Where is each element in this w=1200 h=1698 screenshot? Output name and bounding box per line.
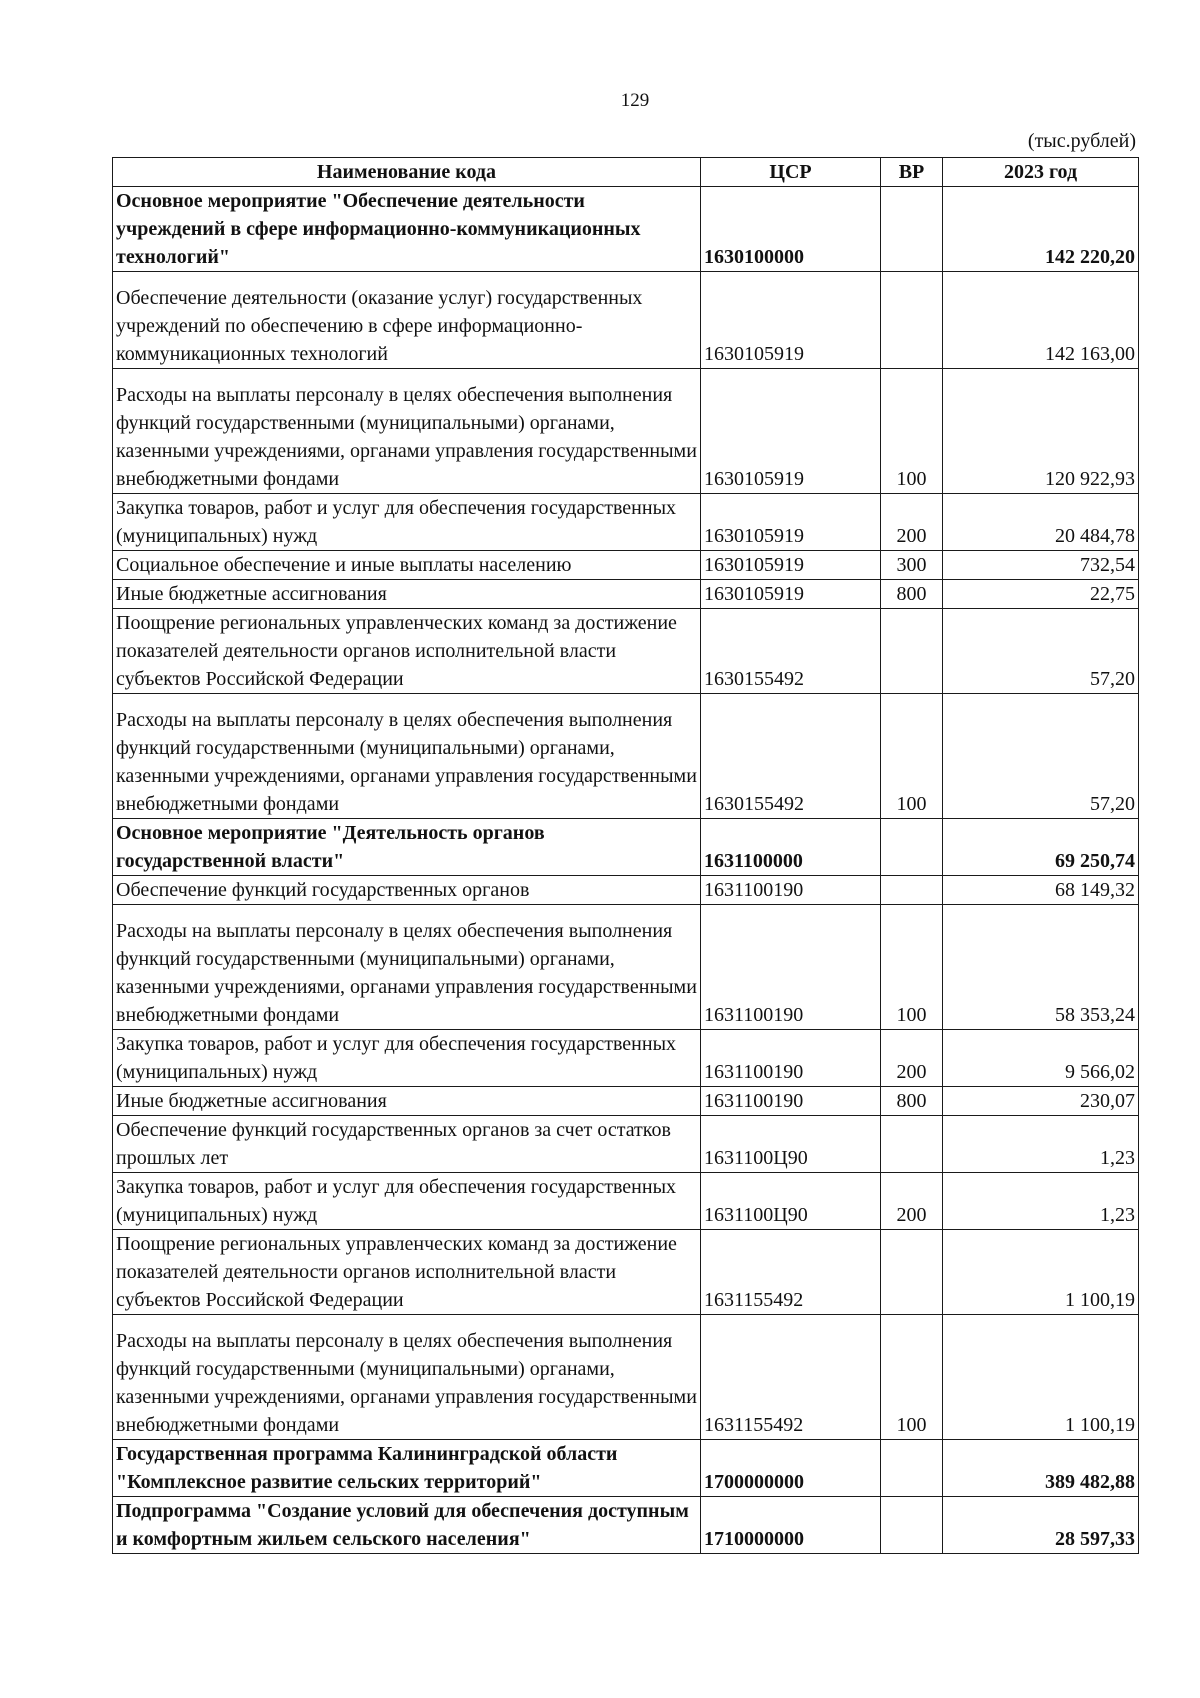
row-csr: 1631100190 xyxy=(701,905,881,1030)
row-name: Основное мероприятие "Деятельность органов государственной власти" xyxy=(113,819,701,876)
table-row xyxy=(113,187,1139,272)
table-row xyxy=(113,272,1139,369)
row-amount: 732,54 xyxy=(943,551,1139,580)
row-name: Расходы на выплаты персоналу в целях обеспечения выполнения функций государственными (муниципальными) органами, казенными учреждениями, органами управления государственными внебюджетными фондами xyxy=(113,369,701,494)
table-row xyxy=(113,905,1139,1030)
row-amount: 120 922,93 xyxy=(943,369,1139,494)
row-csr: 1630100000 xyxy=(701,187,881,272)
row-vr xyxy=(881,187,943,272)
header-year: 2023 год xyxy=(943,158,1139,187)
table-row xyxy=(113,369,1139,494)
row-name: Обеспечение функций государственных органов за счет остатков прошлых лет xyxy=(113,1116,701,1173)
header-csr: ЦСР xyxy=(701,158,881,187)
row-csr: 1710000000 xyxy=(701,1497,881,1554)
table-row xyxy=(113,876,1139,905)
table-row xyxy=(113,1497,1139,1554)
table-row xyxy=(113,1173,1139,1230)
table-row xyxy=(113,1230,1139,1315)
table-row xyxy=(113,551,1139,580)
row-csr: 1631155492 xyxy=(701,1230,881,1315)
row-name: Расходы на выплаты персоналу в целях обеспечения выполнения функций государственными (муниципальными) органами, казенными учреждениями, органами управления государственными внебюджетными фондами xyxy=(113,1315,701,1440)
row-name: Поощрение региональных управленческих команд за достижение показателей деятельности органов исполнительной власти субъектов Российской Федерации xyxy=(113,609,701,694)
row-amount: 1,23 xyxy=(943,1173,1139,1230)
table-row xyxy=(113,1440,1139,1497)
row-amount: 230,07 xyxy=(943,1087,1139,1116)
row-vr xyxy=(881,609,943,694)
table-row xyxy=(113,609,1139,694)
row-csr: 1700000000 xyxy=(701,1440,881,1497)
table-header-row xyxy=(113,158,1139,187)
row-amount: 142 163,00 xyxy=(943,272,1139,369)
row-amount: 58 353,24 xyxy=(943,905,1139,1030)
row-name: Подпрограмма "Создание условий для обеспечения доступным и комфортным жильем сельского населения" xyxy=(113,1497,701,1554)
row-amount: 1,23 xyxy=(943,1116,1139,1173)
row-name: Государственная программа Калининградской области "Комплексное развитие сельских территорий" xyxy=(113,1440,701,1497)
page-number: 129 xyxy=(620,90,650,111)
row-name: Основное мероприятие "Обеспечение деятельности учреждений в сфере информационно-коммуникационных технологий" xyxy=(113,187,701,272)
row-amount: 9 566,02 xyxy=(943,1030,1139,1087)
row-vr xyxy=(881,272,943,369)
row-csr: 1631100Ц90 xyxy=(701,1173,881,1230)
row-csr: 1631100190 xyxy=(701,876,881,905)
row-amount: 389 482,88 xyxy=(943,1440,1139,1497)
row-amount: 57,20 xyxy=(943,609,1139,694)
table-row xyxy=(113,580,1139,609)
row-csr: 1630105919 xyxy=(701,551,881,580)
budget-table xyxy=(112,157,1139,1554)
row-vr xyxy=(881,819,943,876)
row-vr xyxy=(881,1230,943,1315)
table-row xyxy=(113,1315,1139,1440)
units-label: (тыс.рублей) xyxy=(1027,130,1136,152)
table-row xyxy=(113,1030,1139,1087)
row-csr: 1631100190 xyxy=(701,1087,881,1116)
table-row xyxy=(113,694,1139,819)
row-vr xyxy=(881,1497,943,1554)
row-csr: 1630155492 xyxy=(701,609,881,694)
row-vr xyxy=(881,876,943,905)
row-amount: 20 484,78 xyxy=(943,494,1139,551)
row-amount: 57,20 xyxy=(943,694,1139,819)
row-csr: 1630155492 xyxy=(701,694,881,819)
row-name: Расходы на выплаты персоналу в целях обеспечения выполнения функций государственными (муниципальными) органами, казенными учреждениями, органами управления государственными внебюджетными фондами xyxy=(113,694,701,819)
row-name: Иные бюджетные ассигнования xyxy=(113,1087,701,1116)
row-name: Обеспечение деятельности (оказание услуг) государственных учреждений по обеспечению в сфере информационно-коммуникационных технологий xyxy=(113,272,701,369)
row-amount: 69 250,74 xyxy=(943,819,1139,876)
row-csr: 1630105919 xyxy=(701,494,881,551)
row-vr: 800 xyxy=(881,1087,943,1116)
row-vr: 200 xyxy=(881,494,943,551)
table-row xyxy=(113,1087,1139,1116)
row-vr: 100 xyxy=(881,905,943,1030)
row-vr: 800 xyxy=(881,580,943,609)
header-vr: ВР xyxy=(881,158,943,187)
row-csr: 1630105919 xyxy=(701,369,881,494)
row-name: Поощрение региональных управленческих команд за достижение показателей деятельности органов исполнительной власти субъектов Российской Федерации xyxy=(113,1230,701,1315)
row-name: Расходы на выплаты персоналу в целях обеспечения выполнения функций государственными (муниципальными) органами, казенными учреждениями, органами управления государственными внебюджетными фондами xyxy=(113,905,701,1030)
header-name: Наименование кода xyxy=(113,158,701,187)
row-vr: 200 xyxy=(881,1030,943,1087)
row-csr: 1631100000 xyxy=(701,819,881,876)
table-row xyxy=(113,1116,1139,1173)
row-csr: 1630105919 xyxy=(701,272,881,369)
table-row xyxy=(113,819,1139,876)
row-name: Закупка товаров, работ и услуг для обеспечения государственных (муниципальных) нужд xyxy=(113,1173,701,1230)
row-csr: 1631100Ц90 xyxy=(701,1116,881,1173)
row-amount: 22,75 xyxy=(943,580,1139,609)
row-amount: 1 100,19 xyxy=(943,1230,1139,1315)
row-csr: 1631100190 xyxy=(701,1030,881,1087)
row-vr: 100 xyxy=(881,369,943,494)
row-vr: 200 xyxy=(881,1173,943,1230)
row-name: Иные бюджетные ассигнования xyxy=(113,580,701,609)
row-vr: 100 xyxy=(881,694,943,819)
row-csr: 1630105919 xyxy=(701,580,881,609)
table-row xyxy=(113,494,1139,551)
row-vr: 100 xyxy=(881,1315,943,1440)
row-amount: 68 149,32 xyxy=(943,876,1139,905)
row-name: Закупка товаров, работ и услуг для обеспечения государственных (муниципальных) нужд xyxy=(113,494,701,551)
row-vr: 300 xyxy=(881,551,943,580)
row-amount: 1 100,19 xyxy=(943,1315,1139,1440)
row-amount: 142 220,20 xyxy=(943,187,1139,272)
row-name: Обеспечение функций государственных органов xyxy=(113,876,701,905)
row-name: Закупка товаров, работ и услуг для обеспечения государственных (муниципальных) нужд xyxy=(113,1030,701,1087)
row-vr xyxy=(881,1116,943,1173)
row-name: Социальное обеспечение и иные выплаты населению xyxy=(113,551,701,580)
row-amount: 28 597,33 xyxy=(943,1497,1139,1554)
row-csr: 1631155492 xyxy=(701,1315,881,1440)
row-vr xyxy=(881,1440,943,1497)
